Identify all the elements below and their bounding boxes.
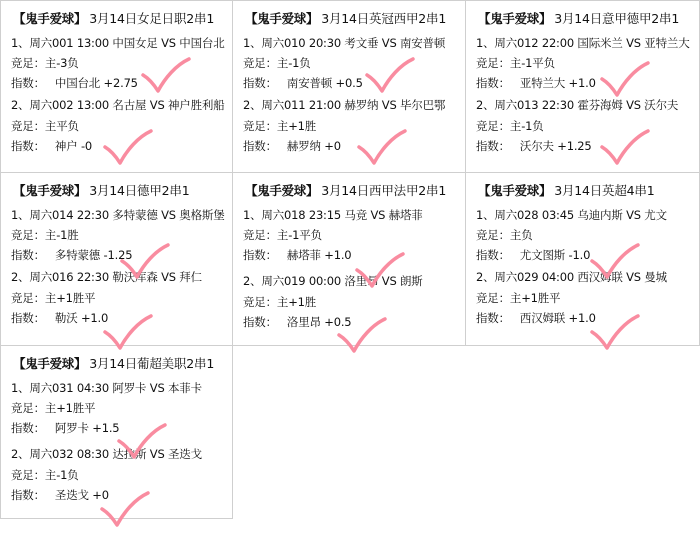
jingzu-label: 竞足： xyxy=(476,228,510,243)
jingzu-value: 主-1平负 xyxy=(509,56,555,71)
match-teams: 2、周六029 04:00 西汉姆联 VS 曼城 xyxy=(476,270,667,285)
jingzu-value: 主平负 xyxy=(44,118,79,133)
zhishu-value: 圣迭戈 +0 xyxy=(54,487,109,502)
zhishu-label: 指数： xyxy=(243,314,277,329)
zhishu-label: 指数： xyxy=(476,76,510,91)
zhishu-label: 指数： xyxy=(243,76,277,91)
match-block xyxy=(7,378,226,438)
tip-card xyxy=(0,346,233,519)
zhishu-line xyxy=(239,312,459,332)
zhishu-value: 勒沃 +1.0 xyxy=(54,310,109,325)
card-title: 3月14日葡超美职2串1 xyxy=(89,356,215,371)
jingzu-value: 主+1胜 xyxy=(276,118,317,133)
zhishu-line xyxy=(7,418,226,438)
jingzu-label: 竞足： xyxy=(11,401,45,416)
zhishu-label: 指数： xyxy=(11,421,45,436)
match-block xyxy=(472,95,693,155)
jingzu-line xyxy=(472,288,693,308)
match-block xyxy=(239,205,459,265)
zhishu-label: 指数： xyxy=(243,248,277,263)
card-title: 3月14日德甲2串1 xyxy=(89,183,190,198)
match-teams: 1、周六014 22:30 多特蒙德 VS 奥格斯堡 xyxy=(11,208,225,222)
jingzu-label: 竞足： xyxy=(11,56,45,71)
card-header xyxy=(7,9,226,27)
jingzu-label: 竞足： xyxy=(476,56,510,71)
jingzu-line xyxy=(7,398,226,418)
zhishu-value: 神户 -0 xyxy=(54,138,93,153)
jingzu-line xyxy=(239,292,459,312)
zhishu-label: 指数： xyxy=(11,138,45,153)
zhishu-line xyxy=(7,308,226,328)
match-block xyxy=(239,271,459,331)
jingzu-value: 主-1负 xyxy=(44,467,79,482)
zhishu-value: 中国台北 +2.75 xyxy=(54,76,138,91)
zhishu-value: 尤文图斯 -1.0 xyxy=(519,248,591,263)
jingzu-label: 竞足： xyxy=(243,228,277,243)
zhishu-label: 指数： xyxy=(476,248,510,263)
zhishu-value: 多特蒙德 -1.25 xyxy=(54,248,133,263)
card-header xyxy=(239,181,459,199)
zhishu-value: 阿罗卡 +1.5 xyxy=(54,421,120,436)
zhishu-value: 亚特兰大 +1.0 xyxy=(519,76,596,91)
match-teams: 1、周六010 20:30 考文垂 VS 南安普顿 xyxy=(243,36,446,50)
zhishu-value: 洛里昂 +0.5 xyxy=(286,314,352,329)
jingzu-value: 主-1平负 xyxy=(276,228,322,243)
card-header xyxy=(7,181,226,199)
match-block xyxy=(472,267,693,327)
zhishu-value: 赫塔菲 +1.0 xyxy=(286,248,352,263)
zhishu-value: 沃尔夫 +1.25 xyxy=(519,138,592,153)
brand-label: 【鬼手爱球】 xyxy=(478,183,552,198)
jingzu-label: 竞足： xyxy=(476,290,510,305)
match-block xyxy=(472,205,693,265)
zhishu-value: 西汉姆联 +1.0 xyxy=(519,310,596,325)
zhishu-label: 指数： xyxy=(11,248,45,263)
zhishu-label: 指数： xyxy=(476,138,510,153)
zhishu-line xyxy=(7,485,226,505)
match-block xyxy=(239,95,459,155)
zhishu-line xyxy=(472,308,693,328)
jingzu-value: 主+1胜平 xyxy=(44,290,96,305)
card-title: 3月14日女足日职2串1 xyxy=(89,11,215,26)
card-header xyxy=(7,354,226,372)
jingzu-value: 主-1负 xyxy=(509,118,544,133)
jingzu-label: 竞足： xyxy=(243,56,277,71)
jingzu-line xyxy=(7,465,226,485)
zhishu-line xyxy=(472,73,693,93)
match-teams: 2、周六032 08:30 达拉斯 VS 圣迭戈 xyxy=(11,447,202,462)
jingzu-line xyxy=(472,116,693,136)
jingzu-label: 竞足： xyxy=(243,118,277,133)
empty-cell xyxy=(233,346,466,519)
jingzu-line xyxy=(7,53,226,73)
match-block xyxy=(7,205,226,265)
zhishu-line xyxy=(239,136,459,156)
match-teams: 1、周六012 22:00 国际米兰 VS 亚特兰大 xyxy=(476,36,690,50)
jingzu-value: 主+1胜平 xyxy=(509,290,561,305)
tip-card xyxy=(0,0,233,173)
jingzu-label: 竞足： xyxy=(11,228,45,243)
jingzu-line xyxy=(7,225,226,245)
match-block xyxy=(472,33,693,93)
jingzu-line xyxy=(472,53,693,73)
jingzu-label: 竞足： xyxy=(11,118,45,133)
match-block xyxy=(7,267,226,327)
tip-card xyxy=(466,0,700,173)
jingzu-line xyxy=(7,116,226,136)
match-block xyxy=(7,33,226,93)
match-block xyxy=(239,33,459,93)
card-header xyxy=(472,181,693,199)
card-title: 3月14日意甲德甲2串1 xyxy=(554,11,680,26)
tip-card xyxy=(233,173,466,346)
zhishu-line xyxy=(472,136,693,156)
brand-label: 【鬼手爱球】 xyxy=(478,11,552,26)
jingzu-label: 竞足： xyxy=(476,118,510,133)
jingzu-label: 竞足： xyxy=(243,294,277,309)
tip-card xyxy=(466,173,700,346)
jingzu-value: 主负 xyxy=(509,228,533,243)
brand-label: 【鬼手爱球】 xyxy=(245,183,319,198)
jingzu-value: 主-1胜 xyxy=(44,228,79,243)
zhishu-label: 指数： xyxy=(243,138,277,153)
zhishu-line xyxy=(239,73,459,93)
match-teams: 1、周六031 04:30 阿罗卡 VS 本菲卡 xyxy=(11,381,202,395)
brand-label: 【鬼手爱球】 xyxy=(13,356,87,371)
empty-cell xyxy=(466,346,700,519)
jingzu-line xyxy=(7,288,226,308)
jingzu-line xyxy=(239,53,459,73)
jingzu-line xyxy=(239,225,459,245)
match-teams: 2、周六013 22:30 霍芬海姆 VS 沃尔夫 xyxy=(476,98,679,113)
brand-label: 【鬼手爱球】 xyxy=(13,11,87,26)
card-title: 3月14日英冠西甲2串1 xyxy=(321,11,447,26)
jingzu-value: 主-1负 xyxy=(276,56,311,71)
zhishu-label: 指数： xyxy=(11,310,45,325)
zhishu-line xyxy=(7,245,226,265)
card-header xyxy=(472,9,693,27)
jingzu-label: 竞足： xyxy=(11,467,45,482)
match-block xyxy=(7,444,226,504)
zhishu-line xyxy=(472,245,693,265)
zhishu-line xyxy=(7,73,226,93)
jingzu-line xyxy=(472,225,693,245)
match-teams: 2、周六002 13:00 名古屋 VS 神户胜利船 xyxy=(11,98,225,113)
jingzu-line xyxy=(239,116,459,136)
card-header xyxy=(239,9,459,27)
zhishu-label: 指数： xyxy=(11,76,45,91)
tip-card xyxy=(0,173,233,346)
zhishu-value: 赫罗纳 +0 xyxy=(286,138,341,153)
match-teams: 2、周六016 22:30 勒沃库森 VS 拜仁 xyxy=(11,270,202,285)
zhishu-value: 南安普顿 +0.5 xyxy=(286,76,363,91)
jingzu-value: 主+1胜 xyxy=(276,294,317,309)
tip-card xyxy=(233,0,466,173)
card-title: 3月14日西甲法甲2串1 xyxy=(321,183,447,198)
match-teams: 1、周六018 23:15 马竞 VS 赫塔菲 xyxy=(243,208,423,222)
brand-label: 【鬼手爱球】 xyxy=(13,183,87,198)
match-teams: 1、周六001 13:00 中国女足 VS 中国台北 xyxy=(11,36,225,50)
zhishu-line xyxy=(239,245,459,265)
jingzu-value: 主-3负 xyxy=(44,56,79,71)
zhishu-label: 指数： xyxy=(11,487,45,502)
jingzu-value: 主+1胜平 xyxy=(44,401,96,416)
zhishu-line xyxy=(7,136,226,156)
zhishu-label: 指数： xyxy=(476,310,510,325)
match-block xyxy=(7,95,226,155)
match-teams: 2、周六011 21:00 赫罗纳 VS 毕尔巴鄂 xyxy=(243,98,446,113)
card-title: 3月14日英超4串1 xyxy=(554,183,655,198)
match-teams: 2、周六019 00:00 洛里昂 VS 朗斯 xyxy=(243,274,423,289)
brand-label: 【鬼手爱球】 xyxy=(245,11,319,26)
jingzu-label: 竞足： xyxy=(11,290,45,305)
match-teams: 1、周六028 03:45 乌迪内斯 VS 尤文 xyxy=(476,208,667,222)
